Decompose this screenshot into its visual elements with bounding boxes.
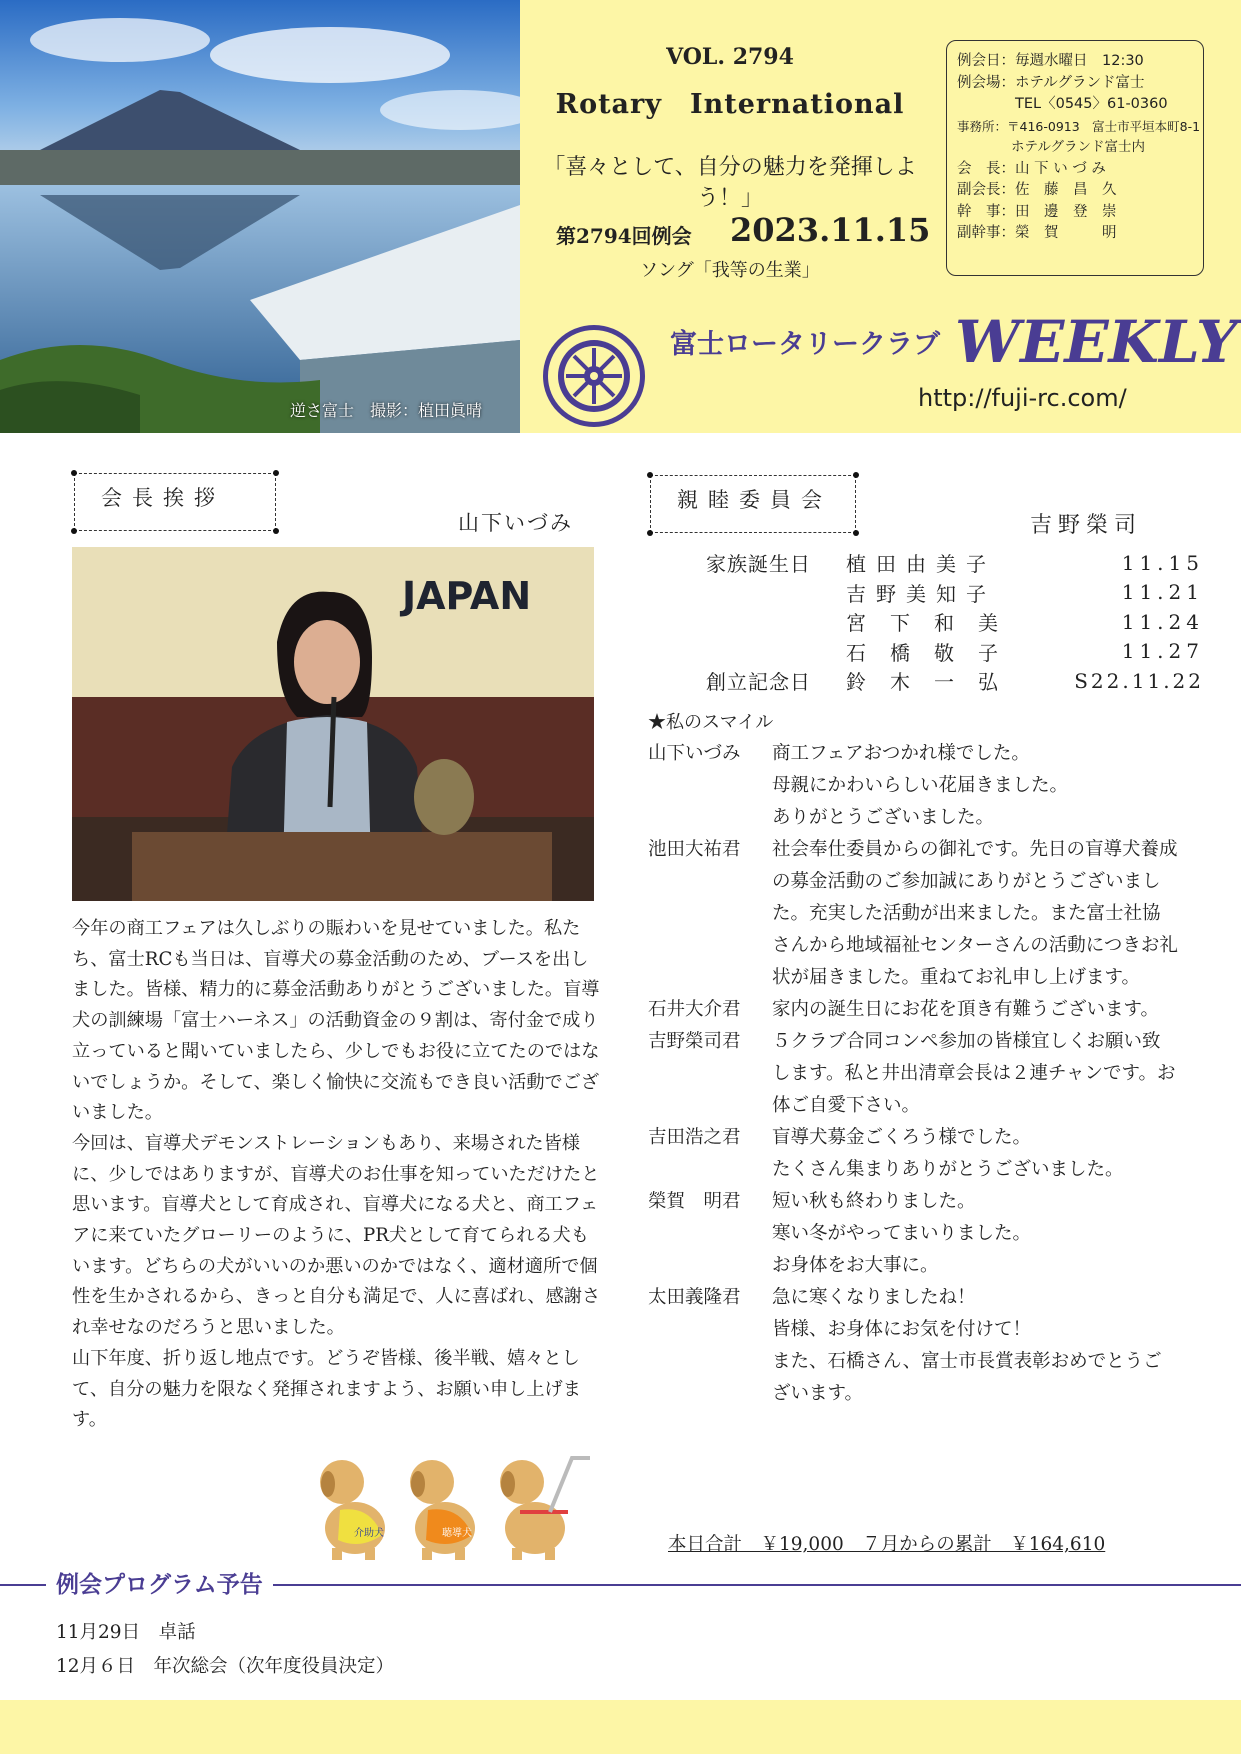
volume-number: VOL. 2794 [666, 44, 794, 70]
list-item [648, 738, 1178, 834]
heading-label: 親睦委員会 [677, 488, 832, 512]
table-row [706, 578, 1204, 608]
program-item: 11月29日 卓話 [56, 1622, 196, 1643]
speaker-photo [72, 547, 594, 901]
row-label [706, 578, 846, 608]
message-paragraph: 今回は、盲導犬デモンストレーションもあり、来場された皆様に、少しではありますが、盲導犬のお仕事を知っていただけたと思います。盲導犬として育成され、盲導犬になる犬と、商工フェアに来ていたグローリーのように、PR犬として育てられる犬もいます。どちらの犬がいいのか悪いのかではなく、適材適所で個性を生かされるから、きっと自分も満足で、人に喜ばれ、感謝され幸せなのだろうと思いました。 [72, 1132, 601, 1339]
smile-message: 商工フェアおつかれ様でした。 母親にかわいらしい花届きました。 ありがとうございました。 [772, 743, 1069, 828]
banner-text: JAPAN [402, 574, 532, 618]
smile-message: 社会奉仕委員からの御礼です。先日の盲導犬養成の募金活動のご参加誠にありがとうございました。充実した活動が出来ました。また富士社協さんから地域福祉センターさんの活動につきお礼状が届きました。重ねてお礼申し上げます。 [772, 839, 1178, 988]
list-item [648, 1282, 1178, 1410]
member-name: 植田由美子 [846, 552, 996, 577]
smile-message: ５クラブ合同コンペ参加の皆様宜しくお願い致します。私と井出清章会長は２連チャンです。お体ご自愛下さい。 [772, 1031, 1176, 1116]
list-item [648, 1026, 1178, 1122]
club-info-box [946, 40, 1204, 276]
rotary-wheel-icon [540, 322, 648, 430]
member-name: 鈴 木 一 弘 [846, 670, 1000, 695]
info-line: 副幹事：榮 賀 明 [957, 225, 1117, 241]
row-label: 創立記念日 [706, 670, 811, 695]
list-item [648, 994, 1178, 1026]
table-row [706, 637, 1204, 667]
info-line: TEL〈0545〉61-0360 [957, 96, 1168, 112]
row-date: 11.15 [1121, 550, 1204, 575]
organization-name: Rotary International [555, 89, 905, 120]
row-date: S22.11.22 [1074, 668, 1204, 693]
smile-totals: 本日合計 ￥19,000 ７月からの累計 ￥164,610 [668, 1534, 1106, 1555]
smile-box-title: ★私のスマイル [648, 712, 774, 733]
table-row [706, 548, 1204, 578]
meeting-song: ソング「我等の生業」 [640, 260, 820, 281]
info-line: 例会日：毎週水曜日 12:30 [957, 53, 1144, 69]
table-row [706, 607, 1204, 637]
info-line: 幹 事：田 邊 登 崇 [957, 203, 1117, 220]
president-greeting-heading [74, 473, 276, 531]
member-name: 石 橋 敬 子 [846, 640, 1000, 665]
birthday-table [706, 548, 1204, 696]
row-date: 11.21 [1121, 580, 1204, 605]
member-name: 吉野榮司君 [648, 1031, 741, 1052]
member-name: 吉野美知子 [846, 581, 996, 606]
list-item [648, 834, 1178, 994]
info-line: ホテルグランド富士内 [957, 139, 1146, 155]
meeting-date: 2023.11.15 [730, 211, 931, 249]
row-date: 11.24 [1121, 609, 1204, 634]
president-name: 山下いづみ [458, 511, 573, 535]
footer-band [0, 1700, 1241, 1754]
smile-message: 家内の誕生日にお花を頂き有難うございます。 [772, 999, 1160, 1020]
club-website-link[interactable]: http://fuji-rc.com/ [918, 384, 1127, 412]
row-label: 家族誕生日 [706, 552, 811, 577]
member-name: 石井大介君 [648, 999, 741, 1020]
row-date: 11.27 [1121, 639, 1204, 664]
member-name: 太田義隆君 [648, 1287, 741, 1308]
row-label [706, 637, 846, 667]
info-line: 副会長：佐 藤 昌 久 [957, 182, 1117, 198]
smile-message: 盲導犬募金ごくろう様でした。 たくさん集まりありがとうございました。 [772, 1127, 1124, 1180]
info-line: 事務所：〒416-0913 富士市平垣本町8-1 [957, 118, 1201, 134]
annual-theme: 「喜々として、自分の魅力を発揮しよう！」 [543, 155, 917, 211]
table-row [706, 666, 1204, 696]
member-name: 榮賀 明君 [648, 1191, 741, 1212]
photo-caption: 逆さ富士 撮影：植田眞晴 [290, 401, 483, 420]
heading-label: 会長挨拶 [101, 486, 225, 510]
member-name: 宮 下 和 美 [846, 611, 1000, 636]
dog-vest-label: 聴導犬 [442, 1528, 472, 1539]
program-heading: 例会プログラム予告 [46, 1566, 273, 1599]
smile-message: 急に寒くなりましたね！ 皆様、お身体にお気を付けて！ また、石橋さん、富士市長賞表彰おめでとうございます。 [772, 1287, 1162, 1404]
program-item: 12月６日 年次総会（次年度役員決定） [56, 1656, 395, 1677]
smile-message: 短い秋も終わりました。 寒い冬がやってまいりました。 お身体をお大事に。 [772, 1191, 1032, 1276]
meeting-number: 第2794回例会 [556, 224, 692, 248]
member-name: 吉田浩之君 [648, 1127, 741, 1148]
friendship-committee-heading [650, 475, 856, 533]
list-item [648, 1186, 1178, 1282]
list-item [648, 1122, 1178, 1186]
message-paragraph: 今年の商工フェアは久しぶりの賑わいを見せていました。私たち、富士RCも当日は、盲導犬の募金活動のため、ブースを出しました。皆様、精力的に募金活動ありがとうございました。盲導犬の訓練場「富士ハーネス」の活動資金の９割は、寄付金で成り立っていると聞いていましたら、少しでもお役に立てたのではないでしょうか。そして、楽しく愉快に交流もでき良い活動でございました。 [72, 918, 600, 1124]
message-paragraph: 山下年度、折り返し地点です。どうぞ皆様、後半戦、嬉々として、自分の魅力を限なく発揮されますよう、お願い申し上げます。 [72, 1347, 581, 1431]
smile-list [648, 738, 1178, 1410]
info-line: 会 長：山 下 い づ み [957, 160, 1106, 177]
member-name: 池田大祐君 [648, 839, 741, 860]
row-label [706, 607, 846, 637]
weekly-title: WEEKLY [955, 308, 1238, 376]
service-dogs-illustration [310, 1450, 600, 1562]
member-name: 山下いづみ [648, 743, 741, 764]
committee-member-name: 吉野榮司 [1030, 513, 1143, 538]
club-name: 富士ロータリークラブ [670, 329, 940, 360]
dog-vest-label: 介助犬 [354, 1528, 384, 1539]
info-line: 例会場：ホテルグランド富士 [957, 74, 1145, 91]
mount-fuji-photo [0, 0, 520, 433]
president-message [72, 914, 602, 1436]
